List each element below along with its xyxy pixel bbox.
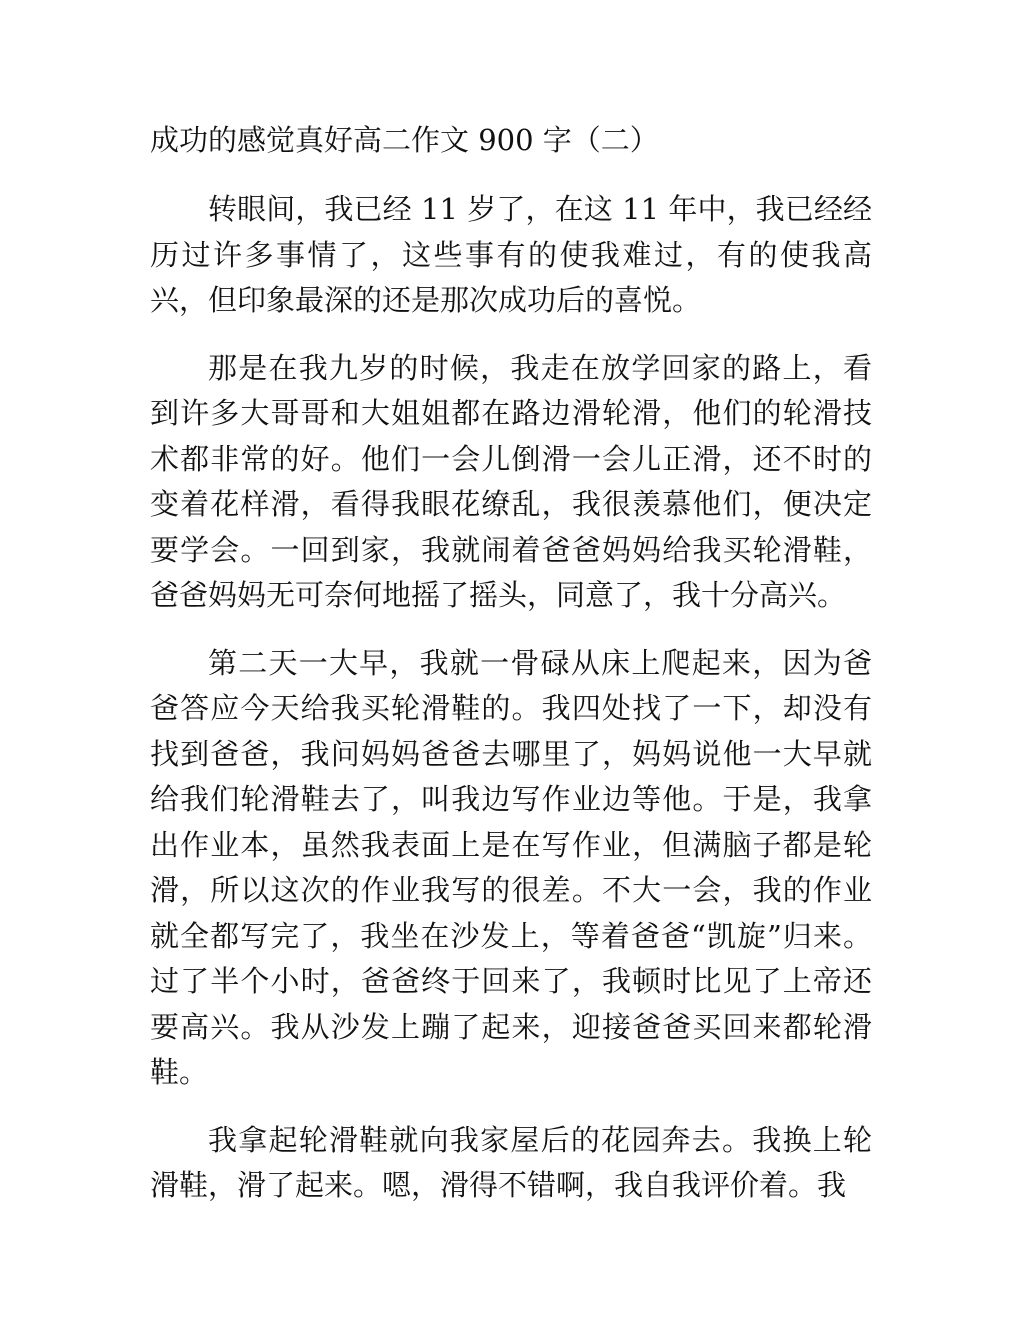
- essay-title: 成功的感觉真好高二作文 900 字（二）: [150, 123, 659, 157]
- paragraph-2: 那是在我九岁的时候，我走在放学回家的路上，看到许多大哥哥和大姐姐都在路边滑轮滑，他们的轮滑技术都非常的好。他们一会儿倒滑一会儿正滑，还不时的变着花样滑，看得我眼花缭乱，我很羡慕他们，便决定要学会。一回到家，我就闹着爸爸妈妈给我买轮滑鞋，爸爸妈妈无可奈何地摇了摇头，同意了，我十分高兴。: [150, 350, 872, 612]
- paragraph-3: 第二天一大早，我就一骨碌从床上爬起来，因为爸爸答应今天给我买轮滑鞋的。我四处找了一下，却没有找到爸爸，我问妈妈爸爸去哪里了，妈妈说他一大早就给我们轮滑鞋去了，叫我边写作业边等他。于是，我拿出作业本，虽然我表面上是在写作业，但满脑子都是轮滑，所以这次的作业我写的很差。不大一会，我的作业就全都写完了，我坐在沙发上，等着爸爸“凯旋”归来。过了半个小时，爸爸终于回来了，我顿时比见了上帝还要高兴。我从沙发上蹦了起来，迎接爸爸买回来都轮滑鞋。: [150, 645, 872, 1089]
- document-body: [150, 117, 872, 1209]
- paragraph-1: 转眼间，我已经 11 岁了，在这 11 年中，我已经经历过许多事情了，这些事有的使我难过，有的使我高兴，但印象最深的还是那次成功后的喜悦。: [150, 192, 872, 317]
- paragraph-4: 我拿起轮滑鞋就向我家屋后的花园奔去。我换上轮滑鞋，滑了起来。嗯，滑得不错啊，我自我评价着。我: [150, 1122, 872, 1202]
